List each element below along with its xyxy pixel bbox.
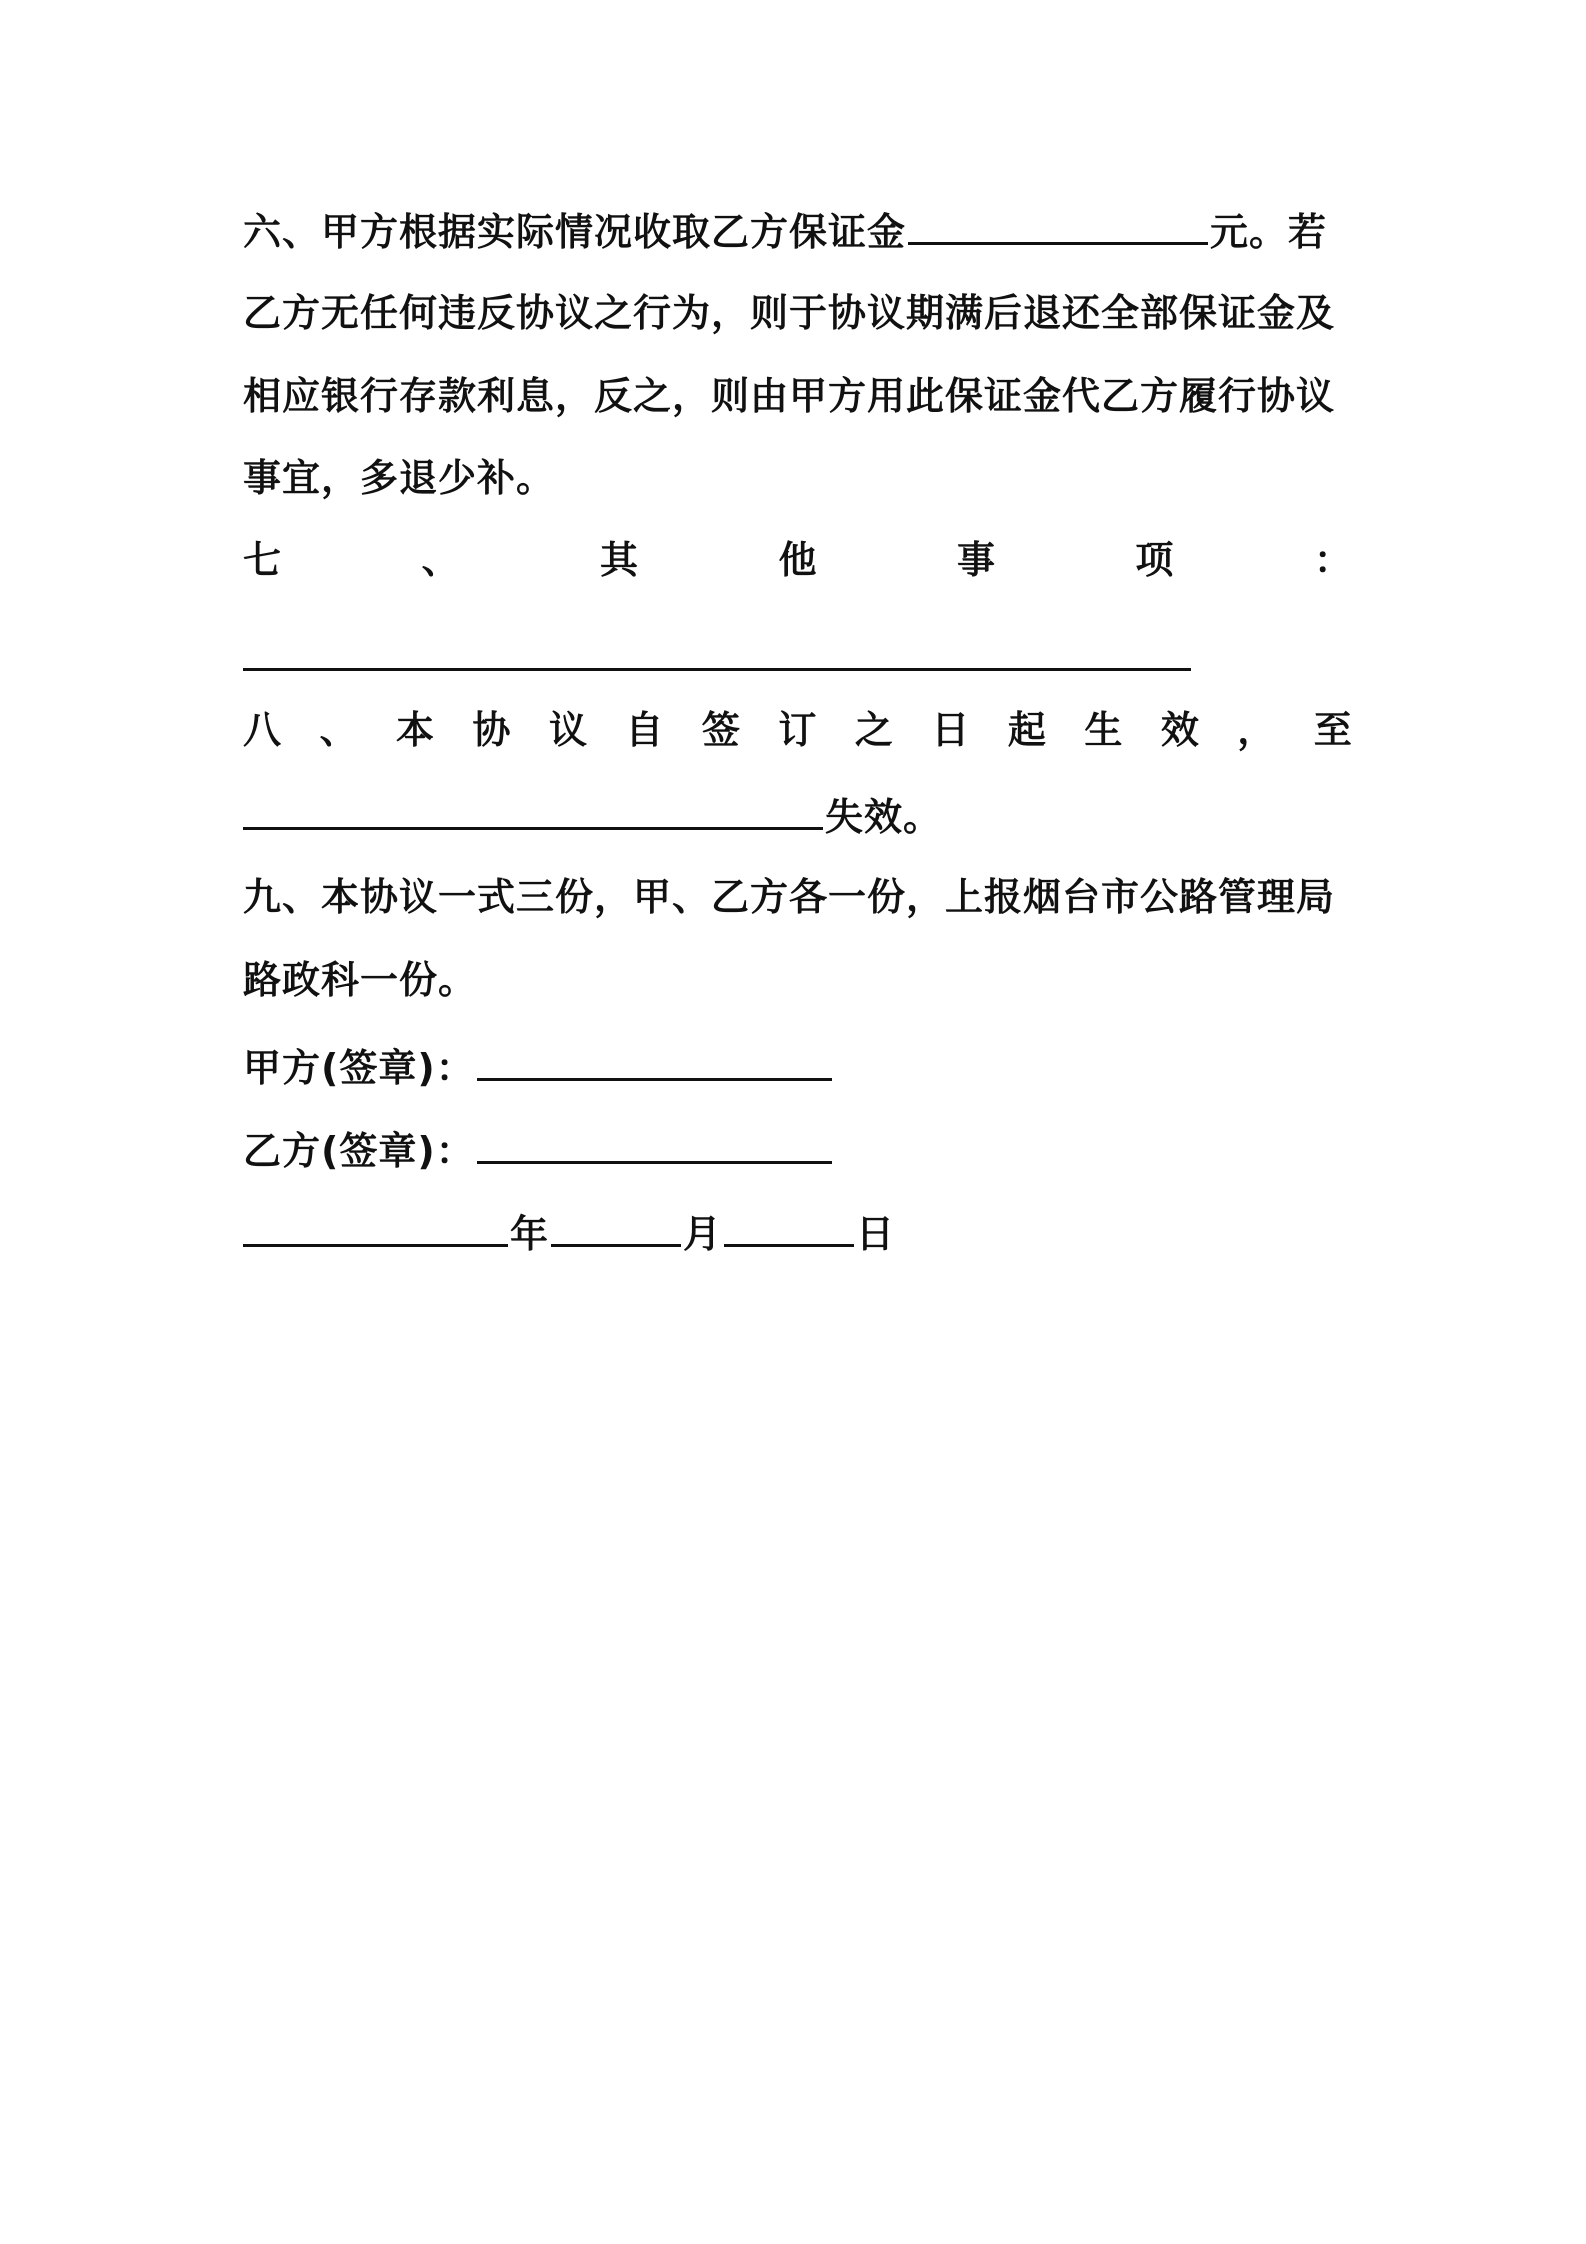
signing-date-row [243,1200,1353,1260]
clause-eight-char: 起 [1007,708,1047,752]
clause-eight-char: 订 [778,708,818,752]
clause-seven-heading [243,530,1353,590]
party-a-label: 甲方(签章)： [243,1046,475,1090]
party-b-signature-row [243,1117,1353,1177]
clause-seven-char: 七 [243,538,283,582]
party-b-label: 乙方(签章)： [243,1129,475,1173]
clause-eight-char: 之 [854,708,894,752]
day-label: 日 [856,1212,896,1256]
clause-nine-line-1: 九、本协议一式三份，甲、乙方各一份，上报烟台市公路管理局 [243,875,1336,919]
clause-eight-char: 议 [548,708,588,752]
clause-six-line-2: 乙方无任何违反协议之行为，则于协议期满后退还全部保证金及 [243,291,1336,335]
clause-eight-char: 自 [625,708,665,752]
clause-eight-char: 八 [243,708,283,752]
party-b-signature-blank [477,1117,832,1164]
clause-six-line-1 [243,198,1353,258]
clause-six-line-3: 相应银行存款利息，反之，则由甲方用此保证金代乙方履行协议 [243,374,1336,418]
clause-seven-char: 其 [599,538,639,582]
expiry-date-blank [243,783,823,830]
clause-seven-char: 事 [956,538,996,582]
day-blank [724,1200,854,1247]
month-blank [551,1200,681,1247]
year-label: 年 [510,1212,550,1256]
clause-eight-end: 失效。 [825,795,943,839]
clause-seven-char: 他 [778,538,818,582]
clause-eight-char: 日 [931,708,971,752]
clause-eight-line-2 [243,783,1353,843]
party-a-signature-row [243,1034,1353,1094]
clause-nine-line-2: 路政科一份。 [243,958,478,1002]
clause-eight-char: 签 [701,708,741,752]
clause-eight-line-1 [243,700,1353,760]
deposit-amount-blank [908,198,1208,245]
year-blank [243,1200,508,1247]
clause-eight-char: 、 [319,708,359,752]
clause-eight-char: 效 [1160,708,1200,752]
clause-seven-char: 项 [1135,538,1175,582]
month-label: 月 [683,1212,723,1256]
clause-eight-char: 生 [1084,708,1124,752]
clause-eight-char: 至 [1313,708,1353,752]
clause-six-line-4: 事宜，多退少补。 [243,456,556,500]
clause-six-text-a: 六、甲方根据实际情况收取乙方保证金 [243,210,907,254]
clause-seven-char: ： [1313,538,1353,582]
clause-eight-char: 协 [472,708,512,752]
clause-eight-char: ， [1237,708,1277,752]
other-matters-blank [243,668,1191,671]
clause-six-text-b: 元。若 [1210,210,1328,254]
party-a-signature-blank [477,1034,832,1081]
clause-seven-char: 、 [421,538,461,582]
clause-eight-char: 本 [395,708,435,752]
